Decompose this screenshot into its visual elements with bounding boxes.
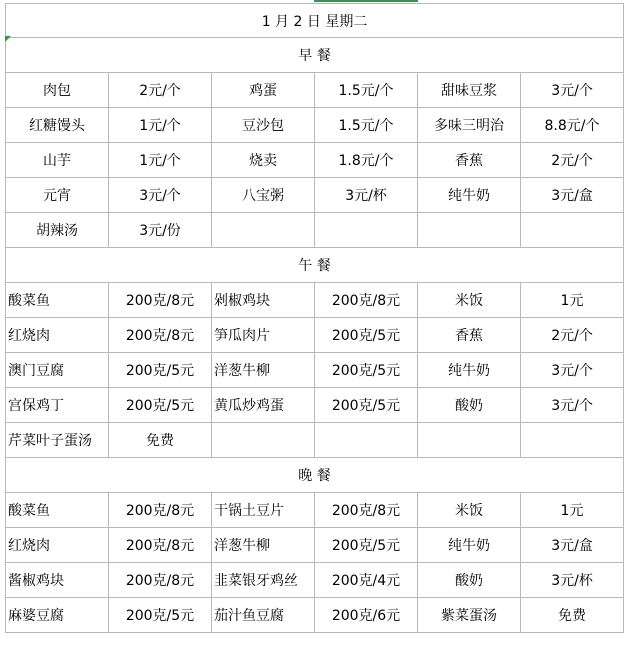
cell[interactable]: 免费 — [521, 598, 624, 633]
cell[interactable]: 胡辣汤 — [6, 213, 109, 248]
table-row — [6, 213, 624, 248]
cell[interactable]: 红烧肉 — [6, 528, 109, 563]
cell[interactable]: 3元/个 — [521, 388, 624, 423]
cell[interactable] — [212, 213, 315, 248]
cell[interactable]: 紫菜蛋汤 — [418, 598, 521, 633]
cell[interactable]: 2元/个 — [521, 143, 624, 178]
dinner-header-row — [6, 458, 624, 493]
cell[interactable]: 澳门豆腐 — [6, 353, 109, 388]
cell[interactable]: 酱椒鸡块 — [6, 563, 109, 598]
table-row — [6, 563, 624, 598]
cell[interactable]: 8.8元/个 — [521, 108, 624, 143]
table-row — [6, 318, 624, 353]
cell[interactable]: 3元/盒 — [521, 178, 624, 213]
cell[interactable]: 1元 — [521, 283, 624, 318]
cell[interactable]: 米饭 — [418, 283, 521, 318]
cell[interactable]: 纯牛奶 — [418, 528, 521, 563]
cell[interactable]: 甜味豆浆 — [418, 73, 521, 108]
breakfast-title[interactable]: 早 餐 — [6, 38, 624, 73]
cell[interactable]: 200克/8元 — [109, 493, 212, 528]
cell[interactable]: 红糖馒头 — [6, 108, 109, 143]
cell[interactable]: 2元/个 — [521, 318, 624, 353]
cell[interactable] — [315, 213, 418, 248]
cell[interactable]: 芹菜叶子蛋汤 — [6, 423, 109, 458]
cell[interactable]: 200克/6元 — [315, 598, 418, 633]
cell[interactable]: 米饭 — [418, 493, 521, 528]
table-row — [6, 528, 624, 563]
cell[interactable]: 200克/8元 — [109, 283, 212, 318]
cell[interactable]: 1.5元/个 — [315, 73, 418, 108]
table-row — [6, 143, 624, 178]
table-row — [6, 73, 624, 108]
cell[interactable]: 酸奶 — [418, 388, 521, 423]
cell[interactable]: 200克/5元 — [109, 353, 212, 388]
selection-corner-marker — [5, 36, 11, 42]
table-row — [6, 493, 624, 528]
cell[interactable]: 200克/5元 — [315, 353, 418, 388]
table-row — [6, 423, 624, 458]
cell[interactable]: 纯牛奶 — [418, 353, 521, 388]
cell[interactable]: 洋葱牛柳 — [212, 528, 315, 563]
table-row — [6, 353, 624, 388]
dinner-title[interactable]: 晚 餐 — [6, 458, 624, 493]
cell[interactable]: 200克/8元 — [109, 563, 212, 598]
cell[interactable]: 烧卖 — [212, 143, 315, 178]
cell[interactable]: 2元/个 — [109, 73, 212, 108]
cell[interactable]: 香蕉 — [418, 318, 521, 353]
cell[interactable]: 宫保鸡丁 — [6, 388, 109, 423]
date-header[interactable]: 1 月 2 日 星期二 — [6, 4, 624, 38]
cell[interactable]: 200克/5元 — [109, 388, 212, 423]
lunch-title[interactable]: 午 餐 — [6, 248, 624, 283]
cell[interactable]: 麻婆豆腐 — [6, 598, 109, 633]
cell[interactable]: 3元/个 — [109, 178, 212, 213]
cell[interactable]: 3元/杯 — [315, 178, 418, 213]
table-row — [6, 283, 624, 318]
cell[interactable]: 200克/8元 — [315, 493, 418, 528]
cell[interactable]: 1元 — [521, 493, 624, 528]
cell[interactable]: 酸奶 — [418, 563, 521, 598]
cell[interactable]: 多味三明治 — [418, 108, 521, 143]
cell[interactable]: 200克/5元 — [315, 528, 418, 563]
cell[interactable]: 鸡蛋 — [212, 73, 315, 108]
cell[interactable]: 3元/盒 — [521, 528, 624, 563]
cell[interactable]: 200克/5元 — [109, 598, 212, 633]
cell[interactable] — [418, 213, 521, 248]
cell[interactable] — [315, 423, 418, 458]
cell[interactable]: 八宝粥 — [212, 178, 315, 213]
cell[interactable]: 3元/个 — [521, 353, 624, 388]
cell[interactable] — [521, 213, 624, 248]
cell[interactable]: 干锅土豆片 — [212, 493, 315, 528]
cell[interactable]: 3元/份 — [109, 213, 212, 248]
cell[interactable]: 红烧肉 — [6, 318, 109, 353]
cell[interactable]: 剁椒鸡块 — [212, 283, 315, 318]
table-row — [6, 598, 624, 633]
cell[interactable]: 元宵 — [6, 178, 109, 213]
cell[interactable]: 200克/4元 — [315, 563, 418, 598]
cell[interactable]: 3元/杯 — [521, 563, 624, 598]
table-row — [6, 178, 624, 213]
cell[interactable]: 1元/个 — [109, 108, 212, 143]
cell[interactable] — [212, 423, 315, 458]
cell[interactable]: 黄瓜炒鸡蛋 — [212, 388, 315, 423]
cell[interactable]: 1.8元/个 — [315, 143, 418, 178]
table-row — [6, 388, 624, 423]
cell[interactable]: 免费 — [109, 423, 212, 458]
table-row — [6, 108, 624, 143]
cell[interactable]: 肉包 — [6, 73, 109, 108]
date-header-row — [6, 4, 624, 38]
cell[interactable]: 山芋 — [6, 143, 109, 178]
cell[interactable] — [521, 423, 624, 458]
cell[interactable]: 1元/个 — [109, 143, 212, 178]
active-column-indicator — [314, 0, 418, 2]
cell[interactable]: 韭菜银牙鸡丝 — [212, 563, 315, 598]
breakfast-header-row — [6, 38, 624, 73]
cell[interactable]: 洋葱牛柳 — [212, 353, 315, 388]
cell[interactable]: 200克/5元 — [315, 388, 418, 423]
cell[interactable]: 1.5元/个 — [315, 108, 418, 143]
cell[interactable]: 笋瓜肉片 — [212, 318, 315, 353]
cell[interactable]: 豆沙包 — [212, 108, 315, 143]
cell[interactable]: 200克/8元 — [109, 318, 212, 353]
lunch-header-row — [6, 248, 624, 283]
cell[interactable] — [418, 423, 521, 458]
cell[interactable]: 200克/8元 — [109, 528, 212, 563]
cell[interactable]: 纯牛奶 — [418, 178, 521, 213]
cell[interactable]: 200克/8元 — [315, 283, 418, 318]
cell[interactable]: 酸菜鱼 — [6, 493, 109, 528]
cell[interactable]: 香蕉 — [418, 143, 521, 178]
menu-table — [5, 3, 624, 633]
cell[interactable]: 酸菜鱼 — [6, 283, 109, 318]
cell[interactable]: 200克/5元 — [315, 318, 418, 353]
cell[interactable]: 3元/个 — [521, 73, 624, 108]
cell[interactable]: 茄汁鱼豆腐 — [212, 598, 315, 633]
